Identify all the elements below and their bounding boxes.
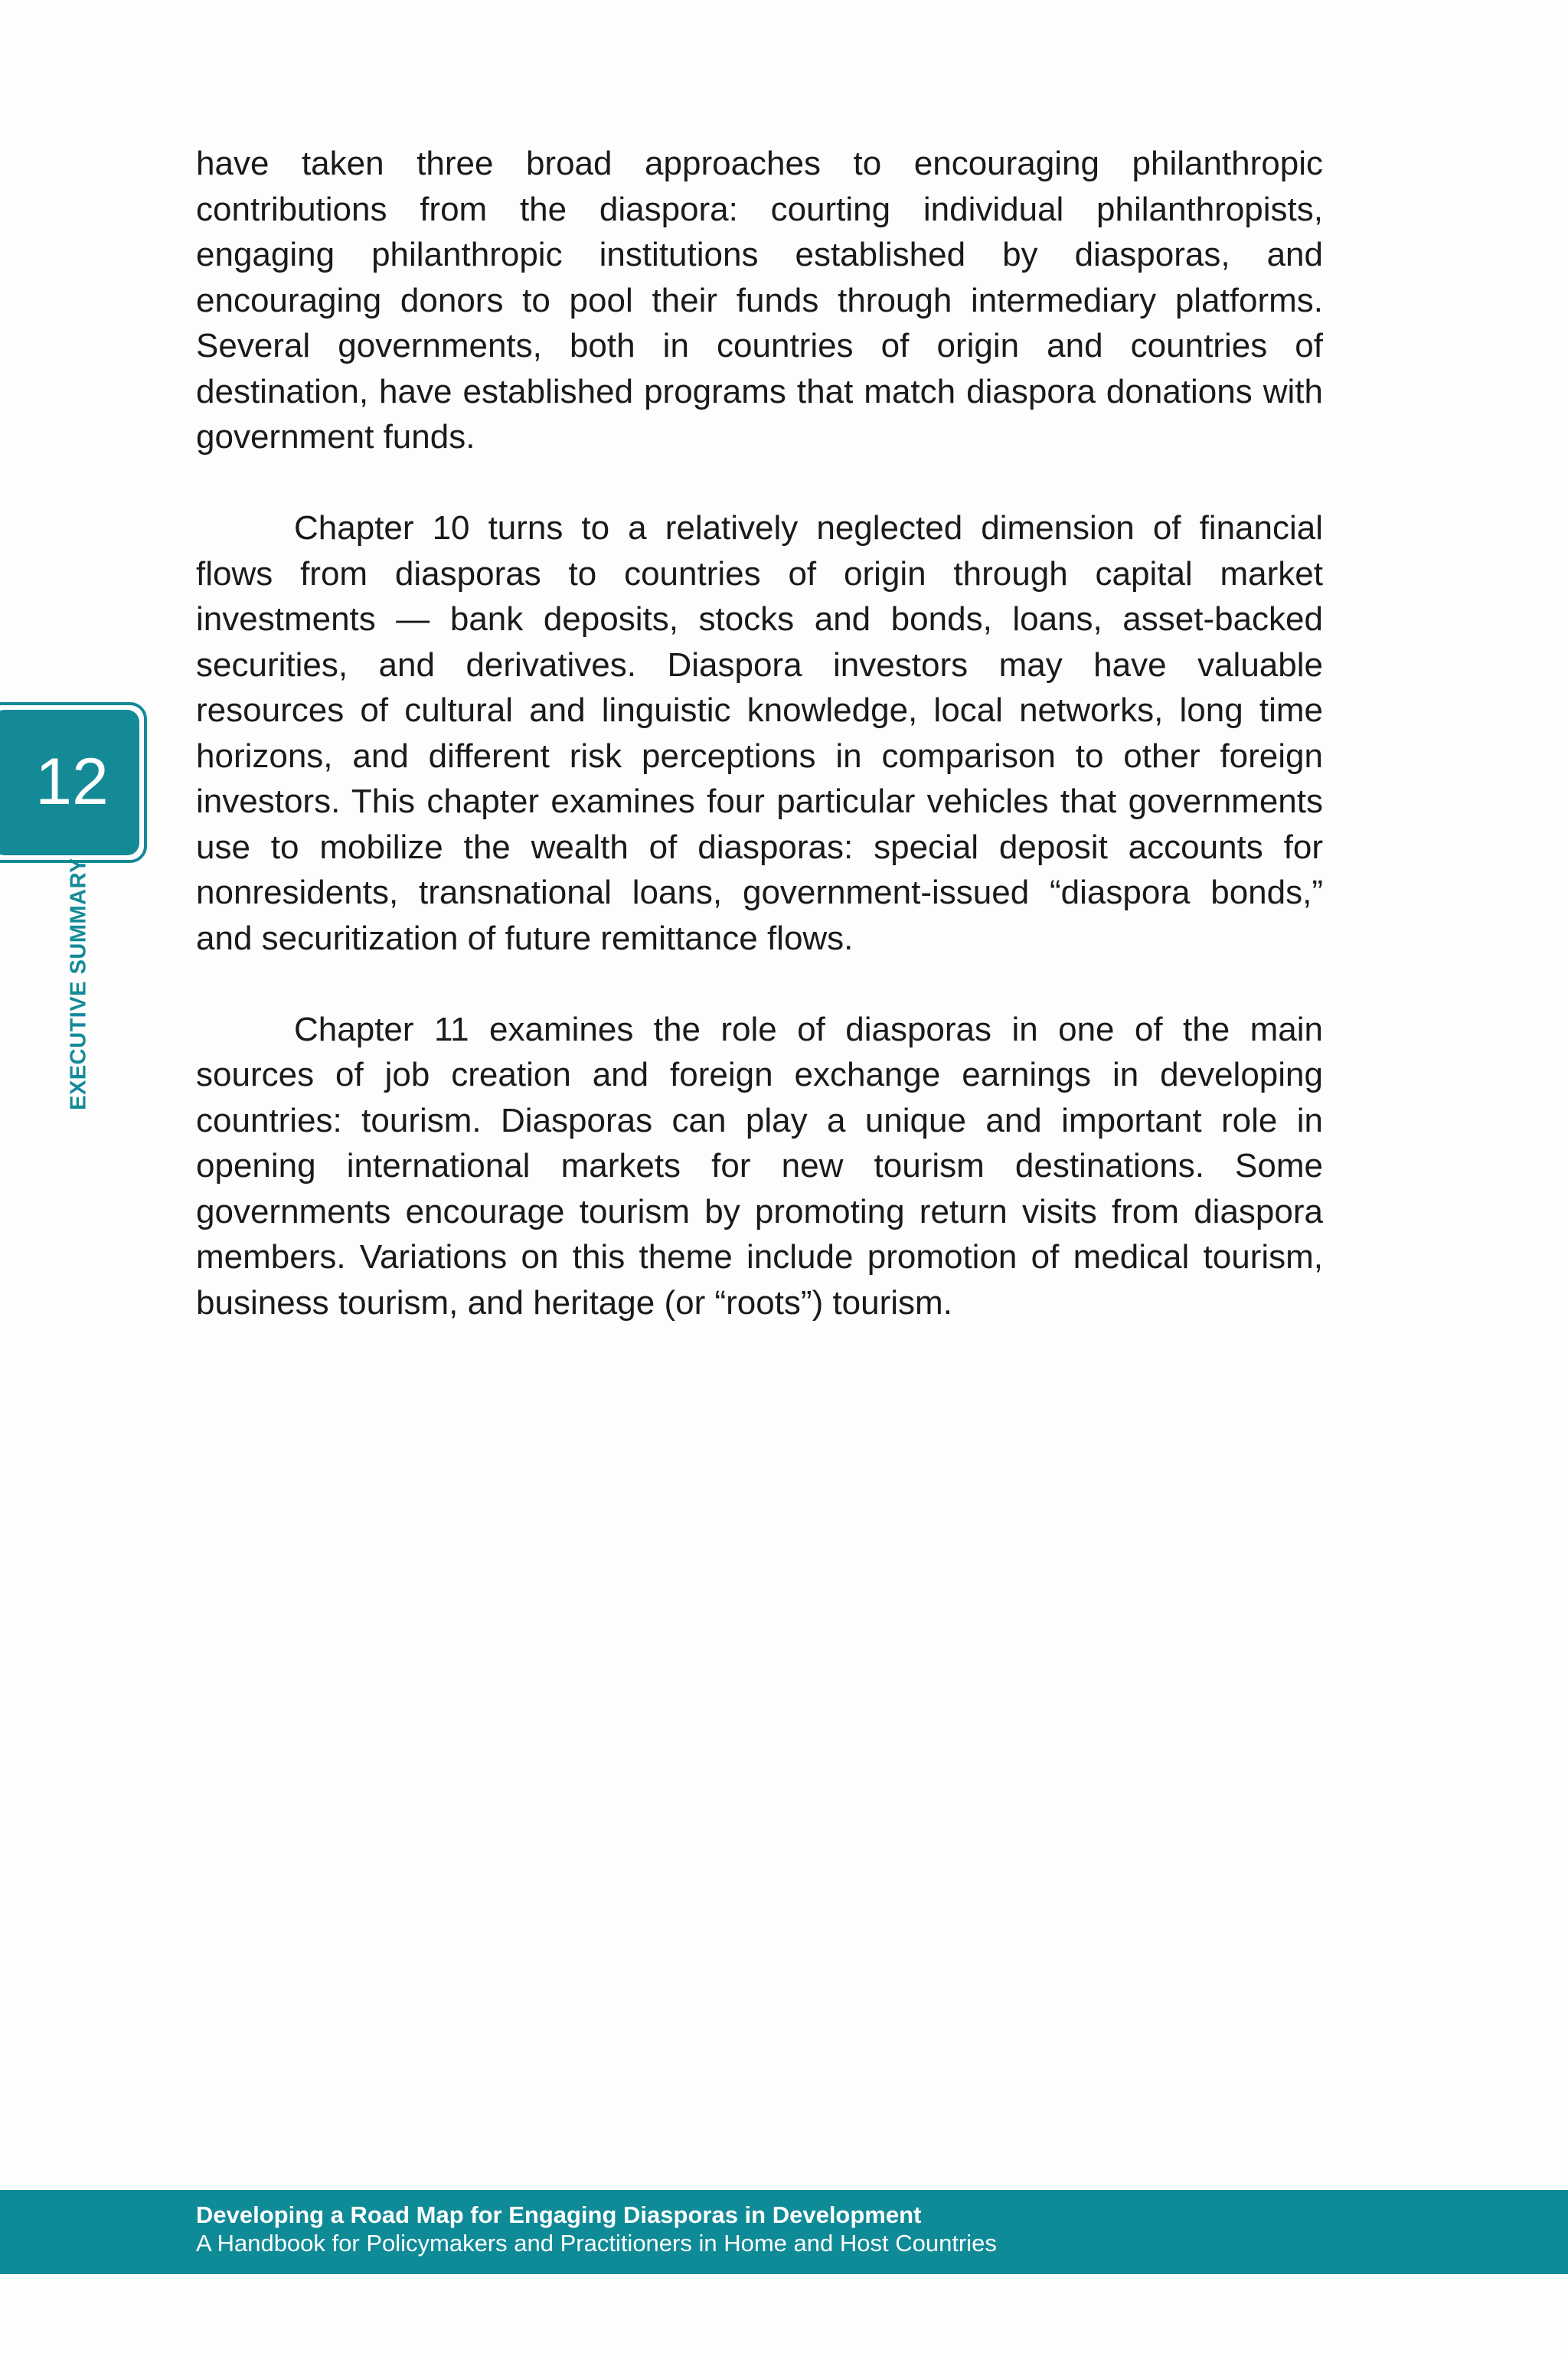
footer-title: Developing a Road Map for Engaging Diasporas in Development [196, 2201, 922, 2228]
footer-subtitle: A Handbook for Policymakers and Practitioners in Home and Host Countries [196, 2230, 997, 2257]
section-label: EXECUTIVE SUMMARY [66, 858, 91, 1110]
paragraph-chapter-11: Chapter 11 examines the role of diasporas in one of the main sources of job creation and foreign exchange earnings in developing countries: tourism. Diasporas can play a unique and important role in opening international markets for new tourism destinations. Some governments encourage tourism by promoting return visits from diaspora members. Variations on this theme include promotion of medical tourism, business tourism, and heritage (or “roots”) tourism. [196, 1010, 1323, 1322]
paragraph-chapter-10: Chapter 10 turns to a relatively neglected dimension of financial flows from diasporas to countries of origin through capital market investments — bank deposits, stocks and bonds, loans, asset-backed securities, and derivatives. Diaspora investors may have valuable resources of cultural and linguistic knowledge, local networks, long time horizons, and different risk perceptions in comparison to other foreign investors. This chapter examines four particular vehicles that governments use to mobilize the wealth of diasporas: special deposit accounts for nonresidents, transnational loans, government-issued “diaspora bonds,” and securitization of future remittance flows. [196, 509, 1323, 957]
paragraph-philanthropy: have taken three broad approaches to encouraging philanthropic contributions from the diaspora: courting individual philanthropists, engaging philanthropic institutions established by diasporas, and encouraging donors to pool their funds through intermediary platforms. Several governments, both in countries of origin and countries of destination, have established programs that match diaspora donations with government funds. [196, 145, 1323, 456]
body-text [196, 141, 1323, 1371]
page-number: 12 [35, 745, 109, 819]
